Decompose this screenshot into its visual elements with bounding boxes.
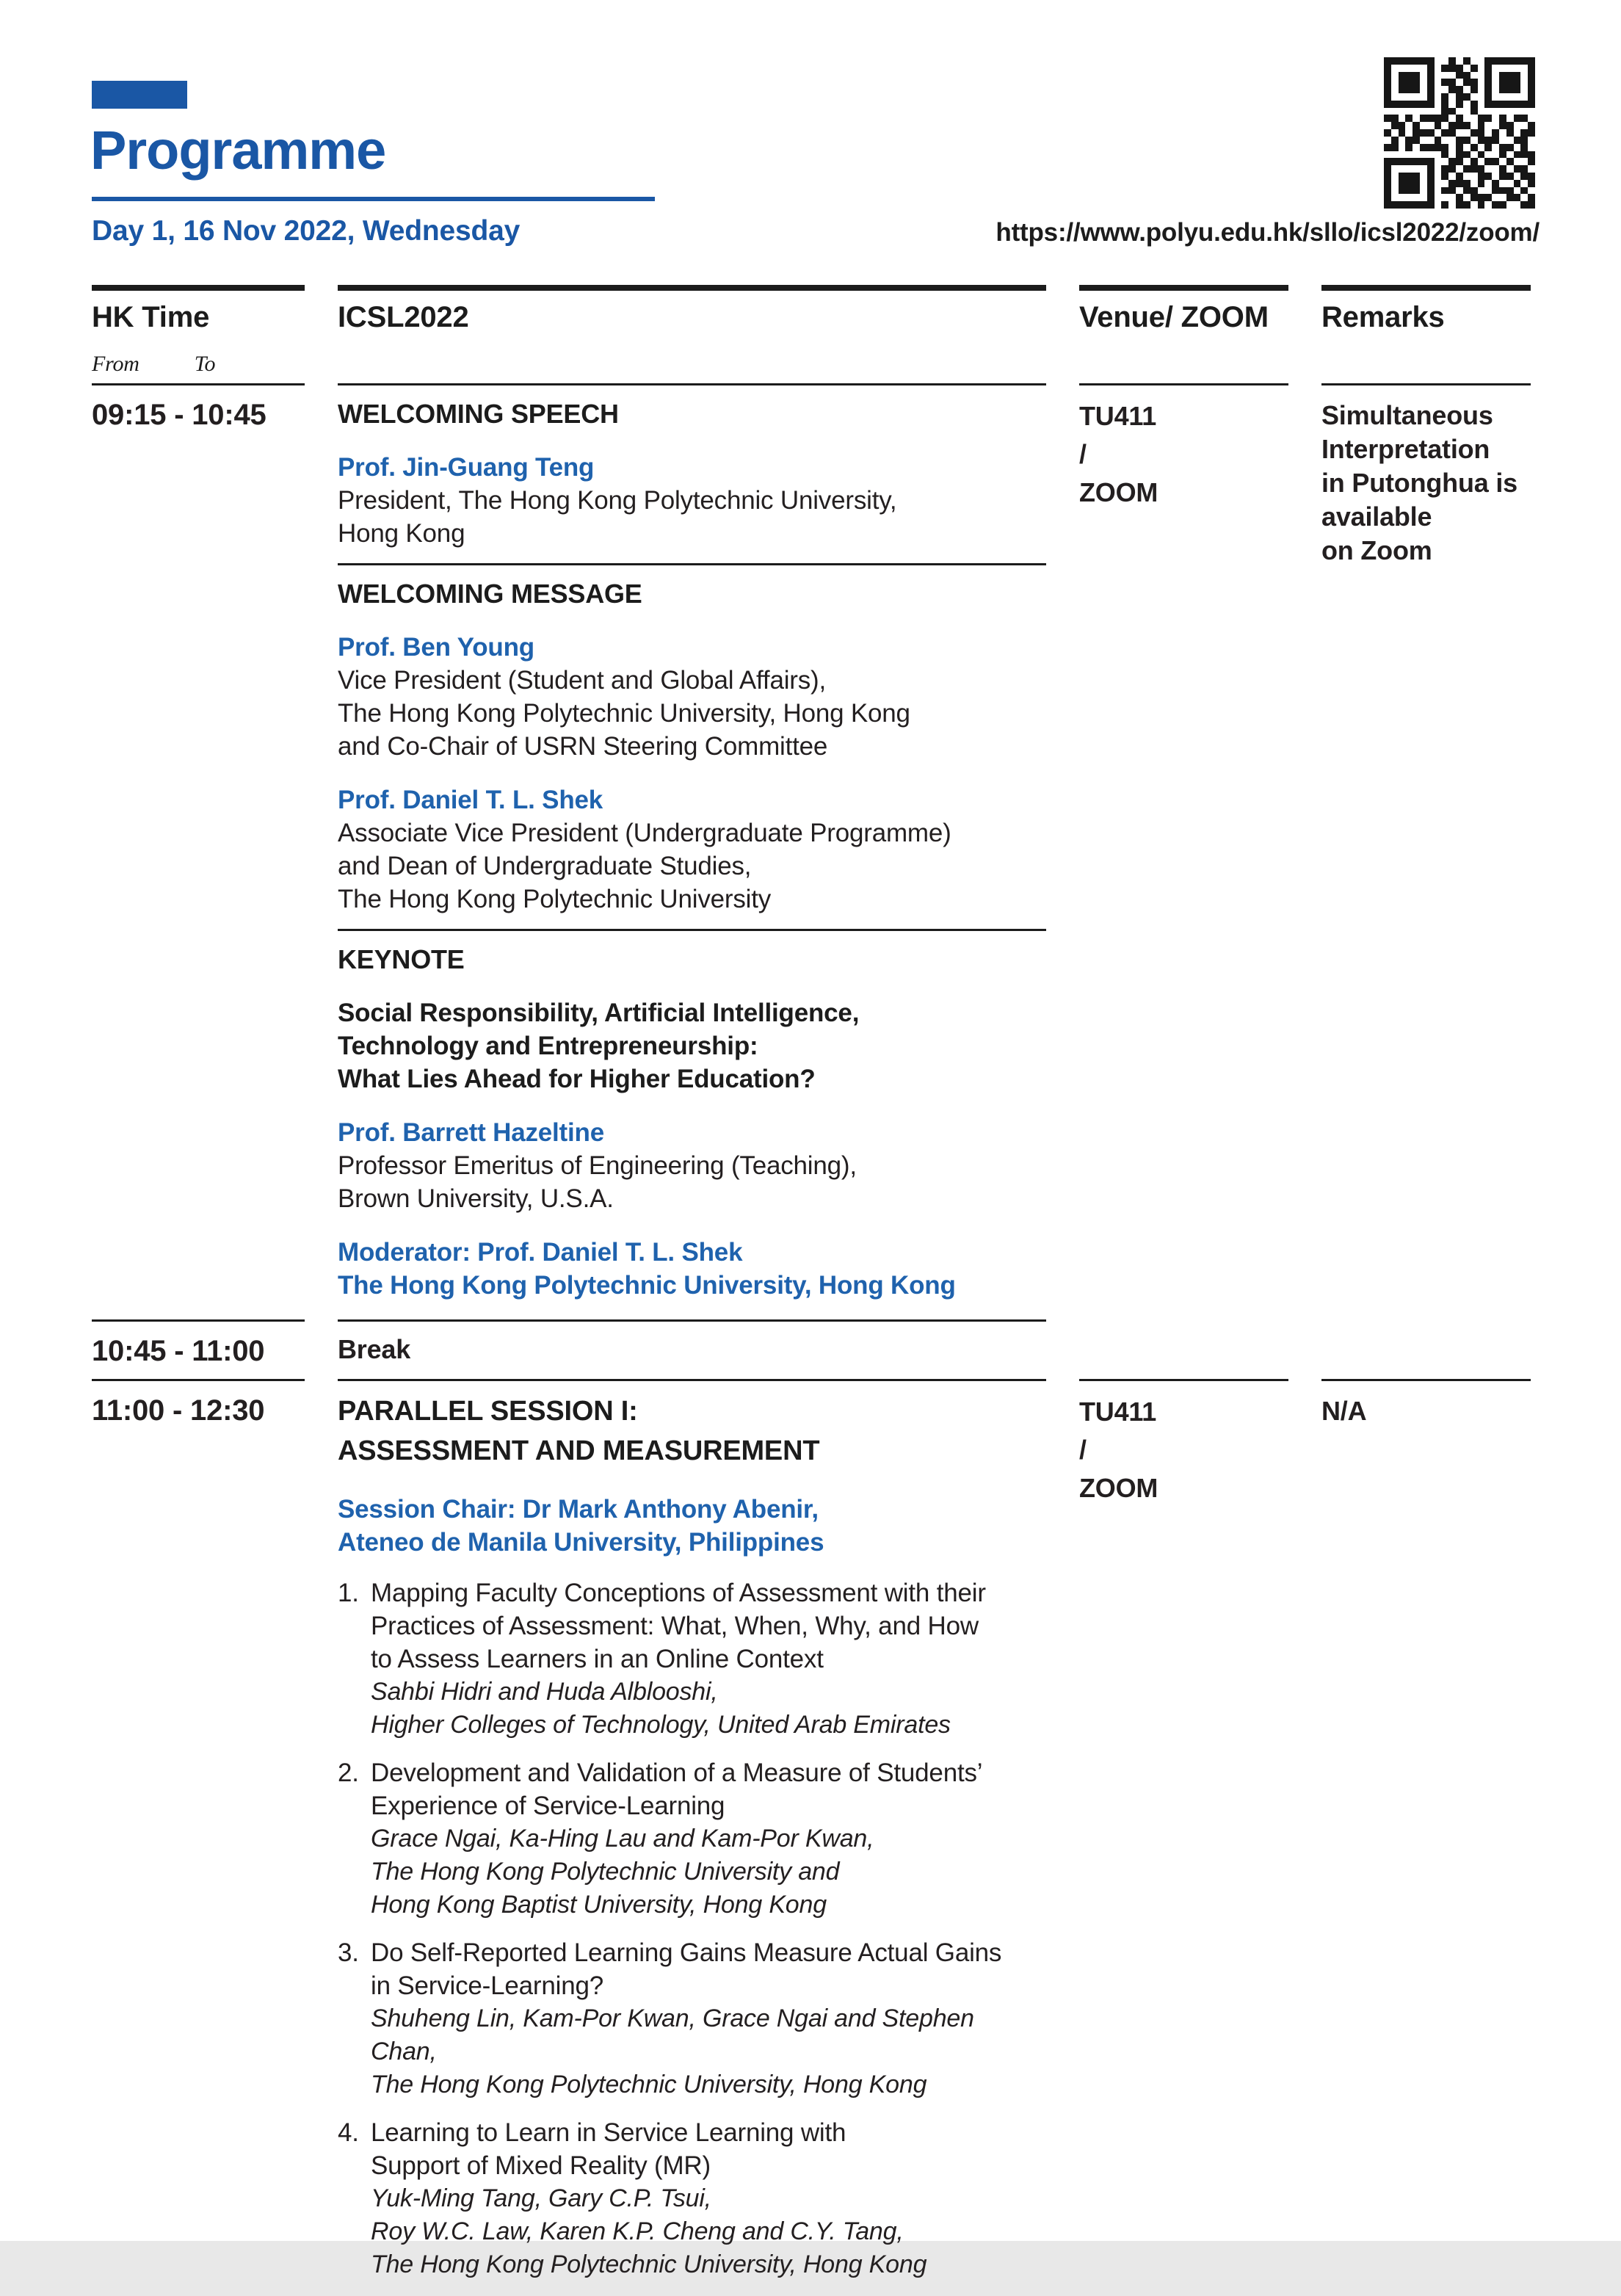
keynote-title: Social Responsibility, Artificial Intelligence, Technology and Entrepreneurship: What Lies Ahead for Higher Education? (338, 999, 860, 1093)
paper-authors: Shuheng Lin, Kam-Por Kwan, Grace Ngai and Stephen Chan, The Hong Kong Polytechnic University, Hong Kong (371, 2005, 974, 2098)
venue-cell-empty (1079, 1319, 1321, 1379)
paper-title: Mapping Faculty Conceptions of Assessment with their Practices of Assessment: What, When, Why, and How to Assess Learners in an Online Context (371, 1579, 986, 1673)
paper-list (338, 1576, 1046, 2281)
paper-number: 1. (338, 1579, 359, 1607)
column-bar (1079, 285, 1288, 291)
time-cell (92, 1319, 338, 1379)
time-subheader (92, 351, 305, 377)
remarks-cell-empty (1321, 1319, 1531, 1379)
paper-item (338, 1576, 1046, 1742)
break-label: Break (338, 1334, 411, 1364)
welcoming-speech-heading: WELCOMING SPEECH (338, 399, 619, 429)
header-cell-programme (338, 285, 1079, 385)
zoom-url-text: https://www.polyu.edu.hk/sllo/icsl2022/zoom/ (996, 218, 1540, 247)
programme-cell (338, 385, 1079, 1319)
parallel-session-heading: PARALLEL SESSION I: ASSESSMENT AND MEASUREMENT (338, 1396, 820, 1466)
speaker-name: Prof. Jin-Guang Teng (338, 453, 595, 482)
paper-title: Learning to Learn in Service Learning with Support of Mixed Reality (MR) (371, 2118, 846, 2180)
remarks-text: N/A (1321, 1396, 1367, 1426)
speaker-name: Prof. Ben Young (338, 633, 534, 662)
time-range: 11:00 - 12:30 (92, 1394, 265, 1427)
header-cell-time (92, 285, 338, 385)
time-range: 10:45 - 11:00 (92, 1335, 265, 1367)
table-header-row (92, 285, 1531, 385)
time-cell (92, 385, 338, 1319)
paper-title: Development and Validation of a Measure of Students’ Experience of Service-Learning (371, 1759, 983, 1820)
paper-authors: Sahbi Hidri and Huda Alblooshi, Higher Colleges of Technology, United Arab Emirates (371, 1678, 951, 1739)
speaker-name: Prof. Barrett Hazeltine (338, 1118, 604, 1147)
qr-code (1384, 57, 1535, 209)
session-chair: Session Chair: Dr Mark Anthony Abenir, Ateneo de Manila University, Philippines (338, 1495, 824, 1557)
session-row-parallel-1 (92, 1379, 1531, 2296)
to-label: To (194, 352, 216, 376)
paper-number: 3. (338, 1938, 359, 1967)
paper-number: 4. (338, 2118, 359, 2147)
break-row (92, 1319, 1531, 1379)
programme-cell (338, 1319, 1079, 1379)
title-divider-rule (92, 197, 655, 201)
from-label: From (92, 352, 139, 376)
venue-cell (1079, 385, 1321, 1319)
column-header-venue: Venue/ ZOOM (1079, 301, 1269, 333)
speaker-affiliation: Professor Emeritus of Engineering (Teaching), Brown University, U.S.A. (338, 1151, 857, 1213)
header-cell-remarks (1321, 285, 1531, 385)
column-bar (92, 285, 305, 291)
time-cell (92, 1379, 338, 2296)
welcoming-message-heading: WELCOMING MESSAGE (338, 579, 642, 609)
moderator-lines: Moderator: Prof. Daniel T. L. Shek The Hong Kong Polytechnic University, Hong Kong (338, 1238, 956, 1300)
paper-authors: Grace Ngai, Ka-Hing Lau and Kam-Por Kwan, The Hong Kong Polytechnic University and Hong Kong Baptist University, Hong Kong (371, 1825, 874, 1919)
keynote-heading: KEYNOTE (338, 944, 465, 974)
session-row-morning (92, 385, 1531, 1319)
time-range: 09:15 - 10:45 (92, 399, 266, 431)
header-cell-venue (1079, 285, 1321, 385)
brand-accent-bar (92, 81, 187, 109)
column-bar (1321, 285, 1531, 291)
paper-item (338, 2116, 1046, 2281)
paper-title: Do Self-Reported Learning Gains Measure Actual Gains in Service-Learning? (371, 1938, 1002, 2000)
venue-cell (1079, 1379, 1321, 2296)
speaker-affiliation: Vice President (Student and Global Affairs), The Hong Kong Polytechnic University, Hong Kong and Co-Chair of USRN Steering Committee (338, 666, 910, 761)
paper-number: 2. (338, 1759, 359, 1787)
page-title: Programme (90, 120, 386, 181)
venue-text: TU411 / ZOOM (1079, 401, 1158, 507)
venue-text: TU411 / ZOOM (1079, 1397, 1158, 1503)
paper-item (338, 1756, 1046, 1922)
column-header-remarks: Remarks (1321, 301, 1445, 333)
speaker-name: Prof. Daniel T. L. Shek (338, 786, 603, 814)
speaker-affiliation: President, The Hong Kong Polytechnic University, Hong Kong (338, 486, 897, 548)
paper-item (338, 1936, 1046, 2101)
remarks-text: Simultaneous Interpretation in Putonghua is available on Zoom (1321, 400, 1517, 565)
paper-authors: Yuk-Ming Tang, Gary C.P. Tsui, Roy W.C. Law, Karen K.P. Cheng and C.Y. Tang, The Hong Kong Polytechnic University, Hong Kong (371, 2184, 927, 2278)
programme-cell (338, 1379, 1079, 2296)
programme-table (92, 285, 1531, 2296)
speaker-affiliation: Associate Vice President (Undergraduate Programme) and Dean of Undergraduate Studies, The Hong Kong Polytechnic University (338, 819, 951, 913)
column-header-time: HK Time (92, 301, 210, 333)
remarks-cell (1321, 385, 1531, 1319)
column-header-programme: ICSL2022 (338, 301, 469, 333)
column-bar (338, 285, 1046, 291)
remarks-cell (1321, 1379, 1531, 2296)
day-heading: Day 1, 16 Nov 2022, Wednesday (92, 215, 521, 247)
